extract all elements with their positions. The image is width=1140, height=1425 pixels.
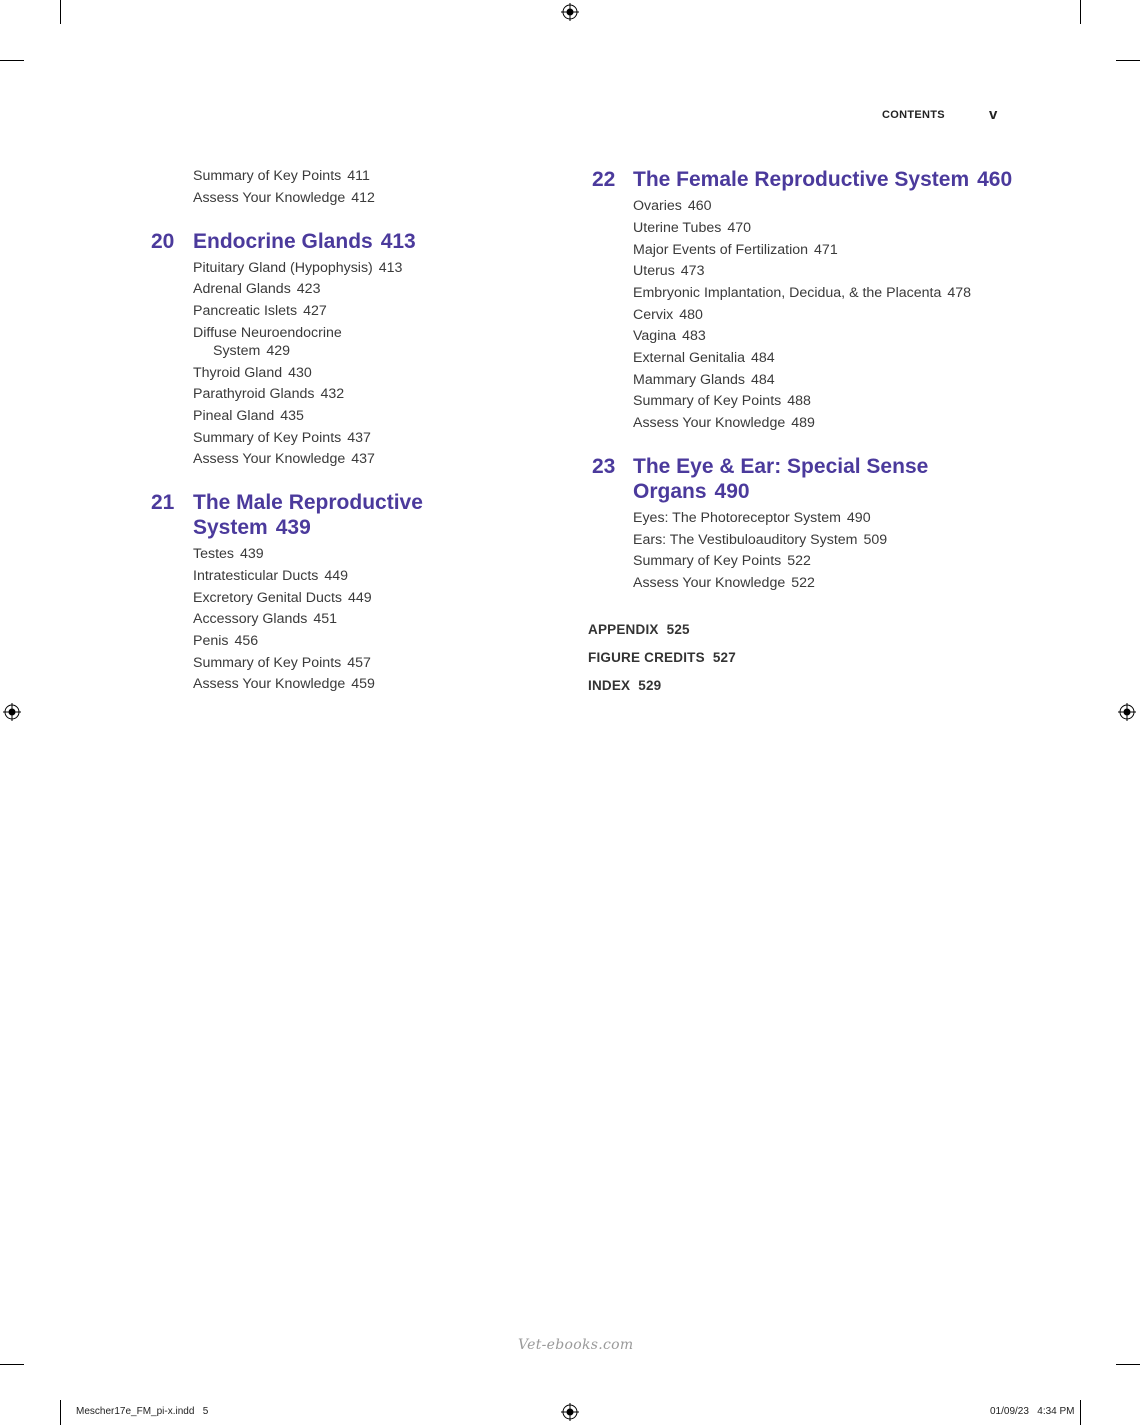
toc-entry: Summary of Key Points 488: [633, 393, 811, 409]
toc-entry: Uterus 473: [633, 263, 705, 279]
toc-entry: Assess Your Knowledge 412: [193, 190, 375, 206]
toc-entry: Assess Your Knowledge 459: [193, 676, 375, 692]
backmatter-entry: APPENDIX 525: [588, 622, 690, 637]
toc-entry: Embryonic Implantation, Decidua, & the Placenta 478: [633, 285, 972, 301]
registration-mark-icon: [561, 1403, 579, 1421]
crop-mark: [1080, 1400, 1081, 1425]
chapter-number: 21: [151, 491, 175, 514]
toc-entry: Major Events of Fertilization 471: [633, 242, 838, 258]
backmatter-entry: INDEX 529: [588, 678, 662, 693]
crop-mark: [0, 60, 24, 61]
toc-entry: Summary of Key Points 522: [633, 553, 811, 569]
crop-mark: [1080, 0, 1081, 24]
chapter-number: 22: [592, 168, 616, 191]
chapter-title-continuation: System 439: [193, 516, 311, 539]
toc-entry: Pancreatic Islets 427: [193, 303, 327, 319]
toc-entry: Ovaries 460: [633, 198, 712, 214]
toc-entry: Vagina 483: [633, 328, 706, 344]
toc-entry: Adrenal Glands 423: [193, 281, 321, 297]
toc-entry: Assess Your Knowledge 437: [193, 451, 375, 467]
registration-mark-icon: [3, 703, 21, 721]
chapter-number: 23: [592, 455, 616, 478]
watermark: Vet-ebooks.com: [518, 1337, 634, 1353]
toc-entry: Intratesticular Ducts 449: [193, 568, 349, 584]
toc-entry: Penis 456: [193, 633, 259, 649]
toc-entry: Eyes: The Photoreceptor System 490: [633, 510, 871, 526]
toc-entry: Ears: The Vestibuloauditory System 509: [633, 532, 888, 548]
chapter-title: The Female Reproductive System 460: [633, 168, 1013, 191]
backmatter-entry: FIGURE CREDITS 527: [588, 650, 736, 665]
chapter-title: Endocrine Glands 413: [193, 230, 416, 253]
slug-filename: Mescher17e_FM_pi-x.indd 5: [76, 1406, 209, 1417]
toc-entry: Testes 439: [193, 546, 264, 562]
registration-mark-icon: [1118, 703, 1136, 721]
slug-date: 01/09/23 4:34 PM: [990, 1406, 1075, 1417]
toc-entry: Mammary Glands 484: [633, 372, 775, 388]
chapter-title: The Male Reproductive: [193, 491, 423, 514]
chapter-title: The Eye & Ear: Special Sense: [633, 455, 929, 478]
crop-mark: [60, 1400, 61, 1425]
toc-entry: Diffuse Neuroendocrine: [193, 325, 342, 341]
toc-entry: Pituitary Gland (Hypophysis) 413: [193, 260, 403, 276]
toc-entry: Parathyroid Glands 432: [193, 386, 345, 402]
toc-entry: Assess Your Knowledge 489: [633, 415, 815, 431]
toc-entry-continuation: System 429: [213, 343, 290, 359]
toc-entry: Accessory Glands 451: [193, 611, 338, 627]
chapter-number: 20: [151, 230, 175, 253]
toc-entry: Excretory Genital Ducts 449: [193, 590, 372, 606]
toc-entry: Pineal Gland 435: [193, 408, 304, 424]
toc-entry: Summary of Key Points 457: [193, 655, 371, 671]
running-head: [840, 108, 1000, 124]
toc-entry: Thyroid Gland 430: [193, 365, 312, 381]
toc-entry: Assess Your Knowledge 522: [633, 575, 815, 591]
toc-entry: External Genitalia 484: [633, 350, 775, 366]
crop-mark: [1116, 1364, 1140, 1365]
toc-entry: Summary of Key Points 411: [193, 168, 370, 184]
toc-entry: Summary of Key Points 437: [193, 430, 371, 446]
crop-mark: [1116, 60, 1140, 61]
toc-entry: Cervix 480: [633, 307, 703, 323]
registration-mark-icon: [561, 3, 579, 21]
crop-mark: [0, 1364, 24, 1365]
toc-entry: Uterine Tubes 470: [633, 220, 751, 236]
running-head-title: CONTENTS: [882, 109, 945, 121]
running-head-page-number: v: [989, 106, 998, 123]
crop-mark: [60, 0, 61, 24]
chapter-title-continuation: Organs 490: [633, 480, 750, 503]
